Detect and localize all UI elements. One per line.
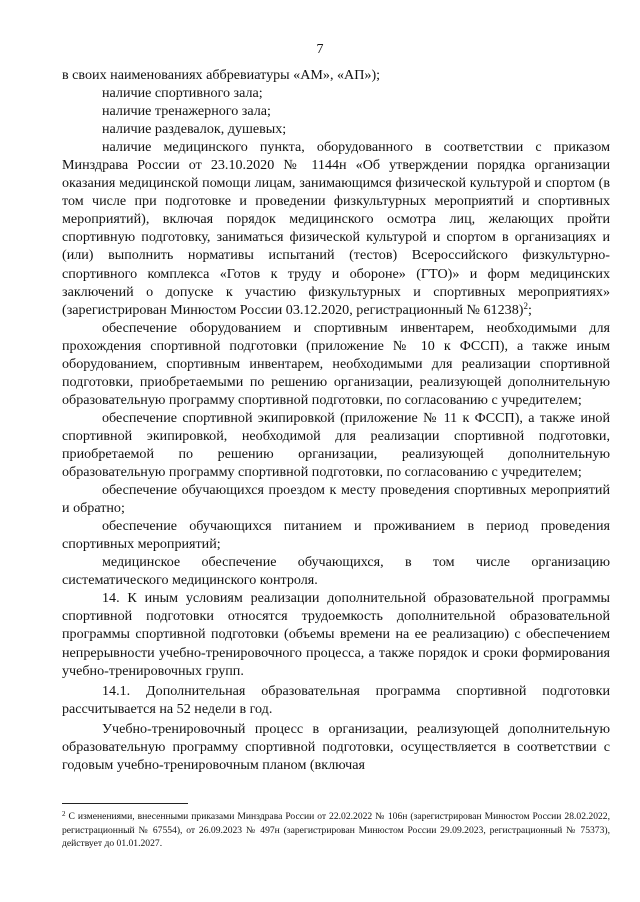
paragraph-medical-point-end: ; [527,301,532,318]
paragraph-training-process: Учебно-тренировочный процесс в организации, реализующей дополнительную образовательную программу спортивной подготовки, осуществляется в соответствии с годовым учебно-тренировочным планом (включая [62,720,610,773]
paragraph-equipment: обеспечение оборудованием и спортивным инвентарем, необходимыми для прохождения спортивной подготовки (приложение № 10 к ФССП), а также иным оборудованием, спортивным инвентарем, необходимыми для реализации спортивной подготовки, приобретаемыми по решению организации, реализующей дополнительную образовательную программу спортивной подготовки, по согласованию с учредителем; [62,319,610,408]
paragraph-medical-support: медицинское обеспечение обучающихся, в том числе организацию систематического медицинского контроля. [62,554,610,589]
paragraph-travel: обеспечение обучающихся проездом к месту проведения спортивных мероприятий и обратно; [62,482,610,517]
footnote-text: С изменениями, внесенными приказами Минздрава России от 22.02.2022 № 106н (зарегистрирован Минюстом России 28.02.2022, регистрационный № 67554), от 26.09.2023 № 497н (зарегистрирован Минюстом России 29.09.2023, регистрационный № 75373), действует до 01.01.2027. [62,811,610,850]
paragraph-sports-outfit: обеспечение спортивной экипировкой (приложение № 11 к ФССП), а также иной спортивной экипировкой, необходимой для реализации спортивной подготовки, приобретаемой по решению организации, реализующей дополнительную образовательную программу спортивной подготовки, по согласованию с учредителем; [62,409,610,481]
footnote-mark: 2 [62,810,66,818]
document-body [62,66,610,774]
paragraph-section-14-1: 14.1. Дополнительная образовательная программа спортивной подготовки рассчитывается на 52 недели в год. [62,682,610,717]
paragraph-locker-rooms: наличие раздевалок, душевых; [102,121,287,138]
paragraph-abbreviations: в своих наименованиях аббревиатуры «АМ», «АП»); [62,67,381,83]
paragraph-sports-hall: наличие спортивного зала; [102,85,263,102]
paragraph-gym: наличие тренажерного зала; [102,103,271,120]
page-number: 7 [316,42,324,57]
footnote-divider [62,803,188,804]
paragraph-medical-point [62,138,610,318]
paragraph-medical-point-text: наличие медицинского пункта, оборудованного в соответствии с приказом Минздрава России от 23.10.2020 № 1144н «Об утверждении порядка организации оказания медицинской помощи лицам, занимающимся физической культурой и спортом (в том числе при подготовке и проведении физкультурных мероприятий и спортивных мероприятий), включая порядок медицинского осмотра лиц, желающих пройти спортивную подготовку, заниматься физической культурой и спортом в организациях и (или) выполнить нормативы испытаний (тестов) Всероссийского физкультурно-спортивного комплекса «Готов к труду и обороне» (ГТО)» и форм медицинских заключений о допуске к участию физкультурных и спортивных мероприятиях» (зарегистрирован Минюстом России 03.12.2020, регистрационный № 61238) [62,139,610,318]
paragraph-meals-accommodation: обеспечение обучающихся питанием и проживанием в период проведения спортивных мероприятий; [62,518,610,553]
footnote [62,810,610,851]
paragraph-section-14: 14. К иным условиям реализации дополнительной образовательной программы спортивной подготовки относятся трудоемкость дополнительной образовательной программы спортивной подготовки (объемы времени на ее реализацию) с обеспечением непрерывности учебно-тренировочного процесса, а также порядок и сроки формирования учебно-тренировочных групп. [62,590,610,679]
footnote-reference: 2 [523,300,528,311]
